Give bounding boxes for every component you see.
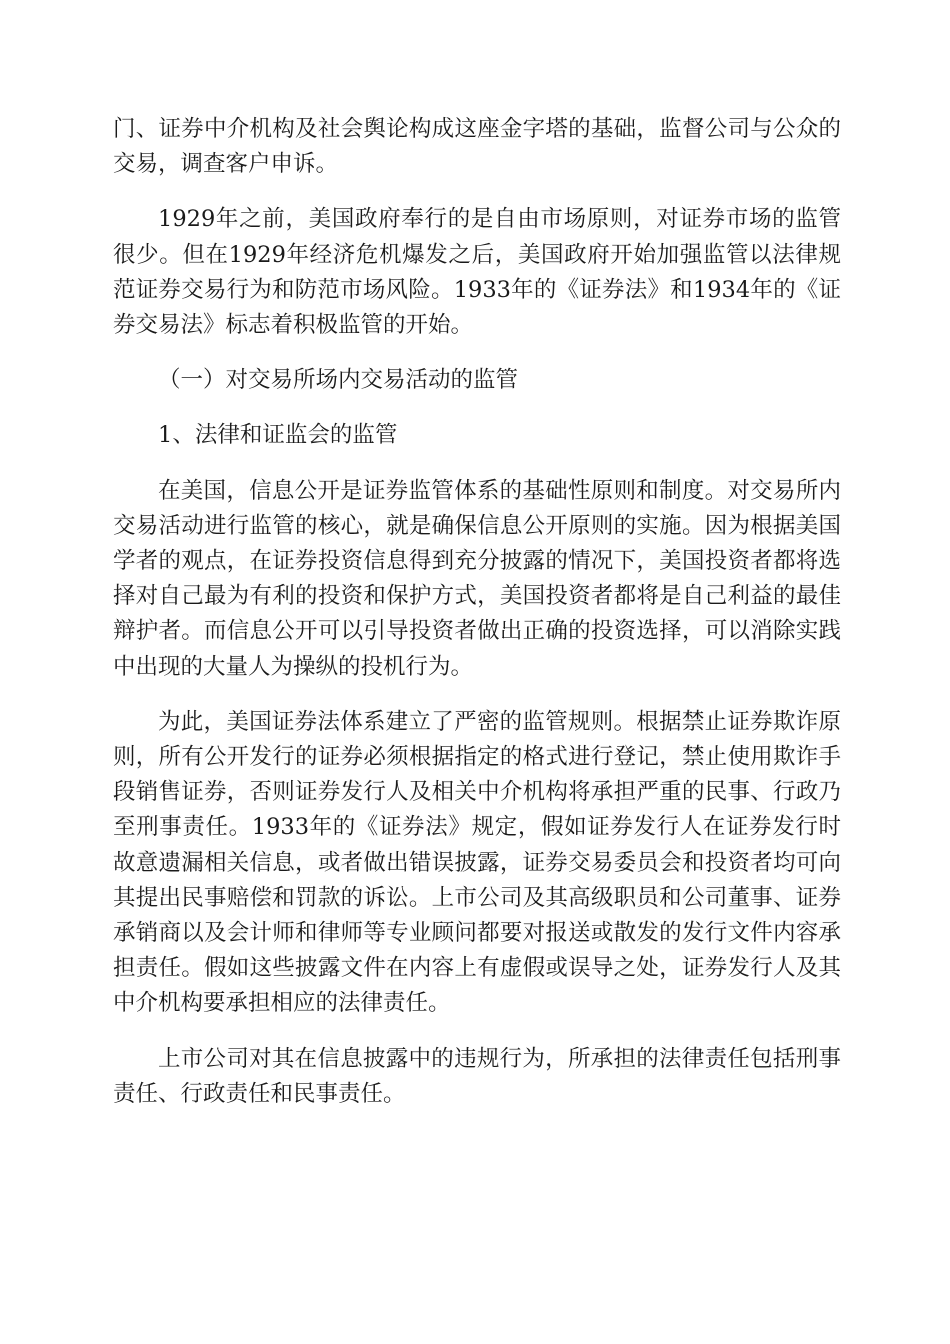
paragraph-legal-liability: 上市公司对其在信息披露中的违规行为，所承担的法律责任包括刑事责任、行政责任和民事责任。 [113,1045,841,1107]
paragraph-history: 1929年之前，美国政府奉行的是自由市场原则，对证券市场的监管很少。但在1929年经济危机爆发之后，美国政府开始加强监管以法律规范证券交易行为和防范市场风险。1933年的《证券法》和1934年的《证券交易法》标志着积极监管的开始。 [113,206,841,339]
paragraph-continuation: 门、证券中介机构及社会舆论构成这座金字塔的基础，监督公司与公众的交易，调查客户申诉。 [113,116,841,178]
paragraph-regulation-rules: 为此，美国证券法体系建立了严密的监管规则。根据禁止证券欺诈原则，所有公开发行的证券必须根据指定的格式进行登记，禁止使用欺诈手段销售证券，否则证券发行人及相关中介机构将承担严重的民事、行政乃至刑事责任。1933年的《证券法》规定，假如证券发行人在证券发行时故意遗漏相关信息，或者做出错误披露，证券交易委员会和投资者均可向其提出民事赔偿和罚款的诉讼。上市公司及其高级职员和公司董事、证券承销商以及会计师和律师等专业顾问都要对报送或散发的发行文件内容承担责任。假如这些披露文件在内容上有虚假或误导之处，证券发行人及其中介机构要承担相应的法律责任。 [113,708,841,1017]
subsection-heading: 1、法律和证监会的监管 [158,422,398,449]
document-body [113,112,841,1132]
paragraph-disclosure-principle: 在美国，信息公开是证券监管体系的基础性原则和制度。对交易所内交易活动进行监管的核心，就是确保信息公开原则的实施。因为根据美国学者的观点，在证券投资信息得到充分披露的情况下，美国投资者都将选择对自己最为有利的投资和保护方式，美国投资者都将是自己利益的最佳辩护者。而信息公开可以引导投资者做出正确的投资选择，可以消除实践中出现的大量人为操纵的投机行为。 [113,477,841,680]
section-heading: （一）对交易所场内交易活动的监管 [158,367,519,394]
